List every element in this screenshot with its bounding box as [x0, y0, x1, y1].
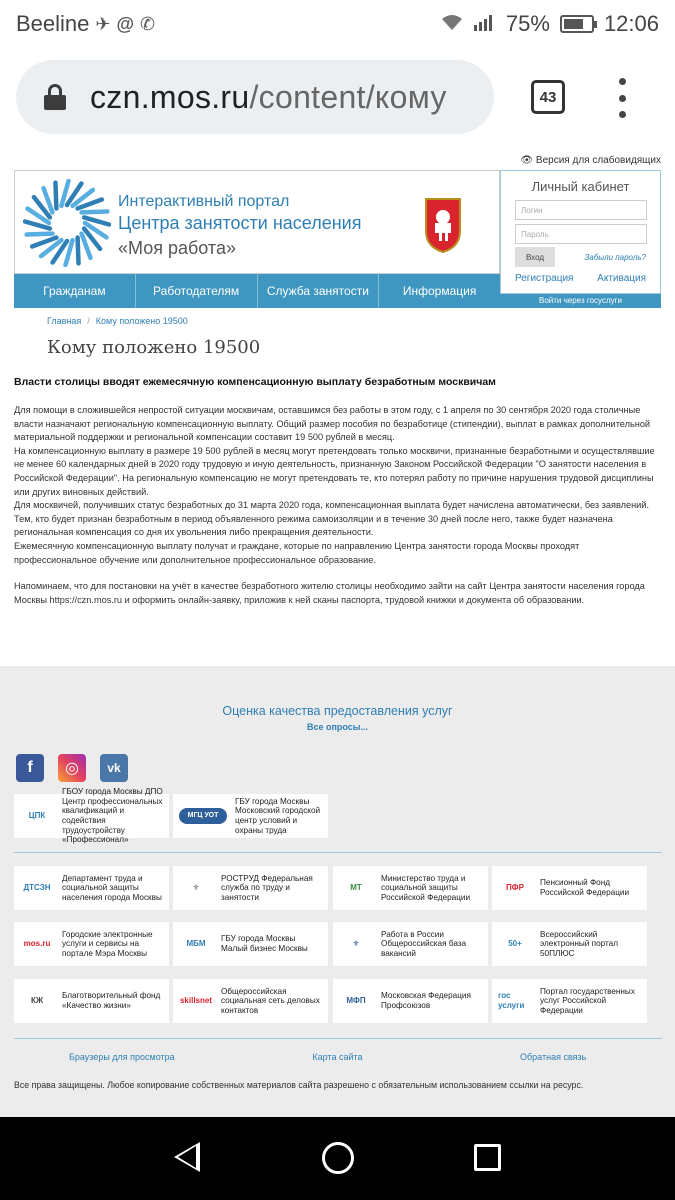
- paragraph: Для помощи в сложившейся непростой ситуации москвичам, оставшимся без работы в этом году, с 1 апреля по 30 сентября 2020 года столичные власти назначают региональную компенсационную выплату. Общий размер пособия по безработице (стипендии), выплат в рамках дополнительной материальной поддержки и региональной компенсации составит 19 500 рублей в месяц.: [14, 405, 651, 443]
- partner-card[interactable]: [333, 979, 488, 1023]
- nav-citizens[interactable]: Гражданам: [14, 274, 136, 308]
- instagram-icon[interactable]: ◎: [58, 754, 86, 782]
- footer-links: [14, 1052, 661, 1062]
- password-input[interactable]: Пароль: [515, 224, 647, 244]
- partner-logo: ДТСЗН: [23, 883, 51, 893]
- partner-card[interactable]: [492, 922, 647, 966]
- menu-icon[interactable]: [612, 78, 632, 118]
- partner-card[interactable]: [173, 979, 328, 1023]
- partner-logo: МФП: [346, 996, 366, 1006]
- clock: 12:06: [603, 11, 659, 36]
- url-text: czn.mos.ru/content/кому: [90, 78, 447, 115]
- feedback-link[interactable]: Обратная связь: [520, 1052, 587, 1062]
- partner-text: Департамент труда и социальной защиты населения города Москвы: [62, 873, 162, 902]
- activate-link[interactable]: Активация: [597, 273, 646, 284]
- nav-employment-service[interactable]: Служба занятости: [258, 274, 380, 308]
- paragraph: На компенсационную выплату в размере 19 500 рублей в месяц могут претендовать только москвичи, признанные безработными и осуществлявшие не менее 60 календарных дней в 2020 году трудовую и иную деятельность, признанную Законом Российской Федерации "О занятости населения в Российской Федерации". На региональную компенсацию не могут претендовать те, кто потерял работу по причине нарушения трудовой дисциплины или других виновных действий.: [14, 445, 655, 497]
- breadcrumb-current[interactable]: Кому положено 19500: [95, 316, 188, 326]
- partner-card[interactable]: [14, 787, 169, 845]
- partner-card[interactable]: [492, 979, 647, 1023]
- android-nav-bar: [0, 1117, 675, 1200]
- partner-card[interactable]: [173, 794, 328, 838]
- partner-card[interactable]: [173, 866, 328, 910]
- gosuslugi-login-button[interactable]: Войти через госуслуги: [500, 294, 661, 308]
- all-polls-link[interactable]: Все опросы...: [306, 722, 368, 732]
- article-body: [14, 404, 664, 607]
- breadcrumb-home[interactable]: Главная: [47, 316, 82, 326]
- main-nav: [14, 274, 500, 308]
- divider: [14, 1038, 662, 1039]
- partner-text: Министерство труда и социальной защиты Российской Федерации: [381, 873, 471, 902]
- facebook-icon[interactable]: f: [16, 754, 44, 782]
- vision-version-link[interactable]: 👁 Версия для слабовидящих: [520, 155, 661, 166]
- partner-logo: ПФР: [506, 883, 524, 893]
- site-footer: [0, 666, 675, 1117]
- login-button[interactable]: Вход: [515, 247, 555, 267]
- partner-card[interactable]: [173, 922, 328, 966]
- partner-text: ГБОУ города Москвы ДПО Центр профессиональных квалификаций и содействия трудоустройству «Профессионал»: [62, 787, 163, 845]
- partner-card[interactable]: [14, 866, 169, 910]
- partner-logo: МГЦ УОТ: [179, 808, 227, 824]
- nav-information[interactable]: Информация: [402, 284, 477, 298]
- partner-card[interactable]: [14, 922, 169, 966]
- partner-text: Московская Федерация Профсоюзов: [381, 991, 471, 1010]
- partner-text: Пенсионный Фонд Российской Федерации: [540, 878, 630, 897]
- partner-card[interactable]: [333, 866, 488, 910]
- browser-toolbar: [0, 48, 675, 150]
- signal-icon: [474, 13, 496, 36]
- partner-text: РОСТРУД Федеральная служба по труду и занятости: [221, 873, 313, 902]
- home-icon[interactable]: [322, 1142, 354, 1174]
- carrier-label: Beeline: [16, 11, 90, 36]
- partner-text: Благотворительный фонд «Качество жизни»: [62, 991, 161, 1010]
- back-icon[interactable]: [174, 1142, 200, 1172]
- vk-icon[interactable]: vk: [100, 754, 128, 782]
- partner-logo: 50+: [508, 939, 522, 949]
- partner-logo: МТ: [350, 883, 362, 893]
- partner-logo: ЦПК: [28, 811, 46, 821]
- whatsapp-icon: ✆: [140, 13, 156, 34]
- partner-card[interactable]: [492, 866, 647, 910]
- partner-logo: МБМ: [186, 939, 206, 949]
- social-links: [16, 754, 128, 782]
- divider: [14, 852, 662, 853]
- battery-icon: [560, 15, 594, 33]
- telegram-icon: ✈: [95, 13, 111, 34]
- sitemap-link[interactable]: Карта сайта: [312, 1052, 363, 1062]
- partner-logo: mos.ru: [23, 939, 51, 949]
- partner-text: Всероссийский электронный портал 50ПЛЮС: [540, 929, 618, 958]
- partner-text: Портал государственных услуг Российской Федерации: [540, 986, 635, 1015]
- recents-icon[interactable]: [474, 1144, 501, 1171]
- lock-icon: [44, 84, 66, 110]
- partner-logo: КЖ: [30, 996, 44, 1006]
- personal-cabinet: [500, 170, 661, 294]
- reminder-paragraph: Напоминаем, что для постановки на учёт в качестве безработного жителю столицы необходимо зайти на сайт Центра занятости населения города Москвы https://czn.mos.ru и оформить онлайн-заявку, приложив к ней сканы паспорта, трудовой книжки и документа об образовании.: [14, 581, 645, 605]
- article-subtitle: Власти столицы вводят ежемесячную компенсационную выплату безработным москвичам: [14, 376, 496, 388]
- web-page: [0, 150, 675, 1117]
- partner-card[interactable]: [333, 922, 488, 966]
- cabinet-title: Личный кабинет: [531, 179, 630, 194]
- partner-logo: ⚜: [192, 883, 200, 893]
- register-link[interactable]: Регистрация: [515, 273, 574, 284]
- breadcrumb: Главная / Кому положено 19500: [47, 316, 188, 326]
- forgot-password-link[interactable]: Забыли пароль?: [584, 253, 646, 262]
- partner-text: ГБУ города Москвы Московский городской центр условий и охраны труда: [235, 796, 321, 835]
- portal-title[interactable]: Интерактивный портал Центра занятости населения «Моя работа»: [118, 193, 362, 258]
- partner-logo: skillsnet: [179, 996, 212, 1006]
- at-icon: @: [116, 13, 135, 34]
- partner-logo: гос услуги: [498, 991, 525, 1010]
- partner-text: ГБУ города Москвы Малый бизнес Москвы: [221, 934, 308, 953]
- partner-text: Общероссийская социальная сеть деловых контактов: [221, 986, 320, 1015]
- paragraph: Для москвичей, получивших статус безработных до 31 марта 2020 года, компенсационная выплата будет начислена автоматически, без заявлений. Тем, кто будет признан безработным в период объявленного режима самоизоляции и в течение 30 дней после него, также будет назначена региональная компенсация со дня их увольнения либо прекращения деятельности.: [14, 500, 649, 538]
- login-input[interactable]: Логин: [515, 200, 647, 220]
- quality-survey-link[interactable]: Оценка качества предоставления услуг: [222, 704, 453, 718]
- partner-text: Работа в России Общероссийская база вакансий: [381, 929, 467, 958]
- page-title: Кому положено 19500: [47, 337, 261, 358]
- partner-card[interactable]: [14, 979, 169, 1023]
- copyright: Все права защищены. Любое копирование собственных материалов сайта разрешено с обязательным использованием ссылки на ресурс.: [14, 1080, 584, 1090]
- status-bar: [0, 0, 675, 48]
- partner-text: Городские электронные услуги и сервисы на портале Мэра Москвы: [62, 929, 153, 958]
- moscow-coat-of-arms: [423, 195, 463, 253]
- battery-percent: 75%: [505, 11, 550, 36]
- partner-logo: ⚜: [352, 939, 360, 949]
- address-bar[interactable]: [16, 60, 494, 134]
- site-header: [14, 170, 500, 274]
- paragraph: Ежемесячную компенсационную выплату получат и граждане, которые по направлению Центра занятости города Москвы проходят профессиональное обучение или дополнительное профессиональное образование.: [14, 540, 580, 565]
- tab-switcher-button[interactable]: 43: [531, 80, 565, 114]
- portal-logo[interactable]: [23, 179, 111, 267]
- nav-employers[interactable]: Работодателям: [136, 274, 258, 308]
- wifi-icon: [440, 13, 464, 36]
- browsers-link[interactable]: Браузеры для просмотра: [68, 1052, 175, 1062]
